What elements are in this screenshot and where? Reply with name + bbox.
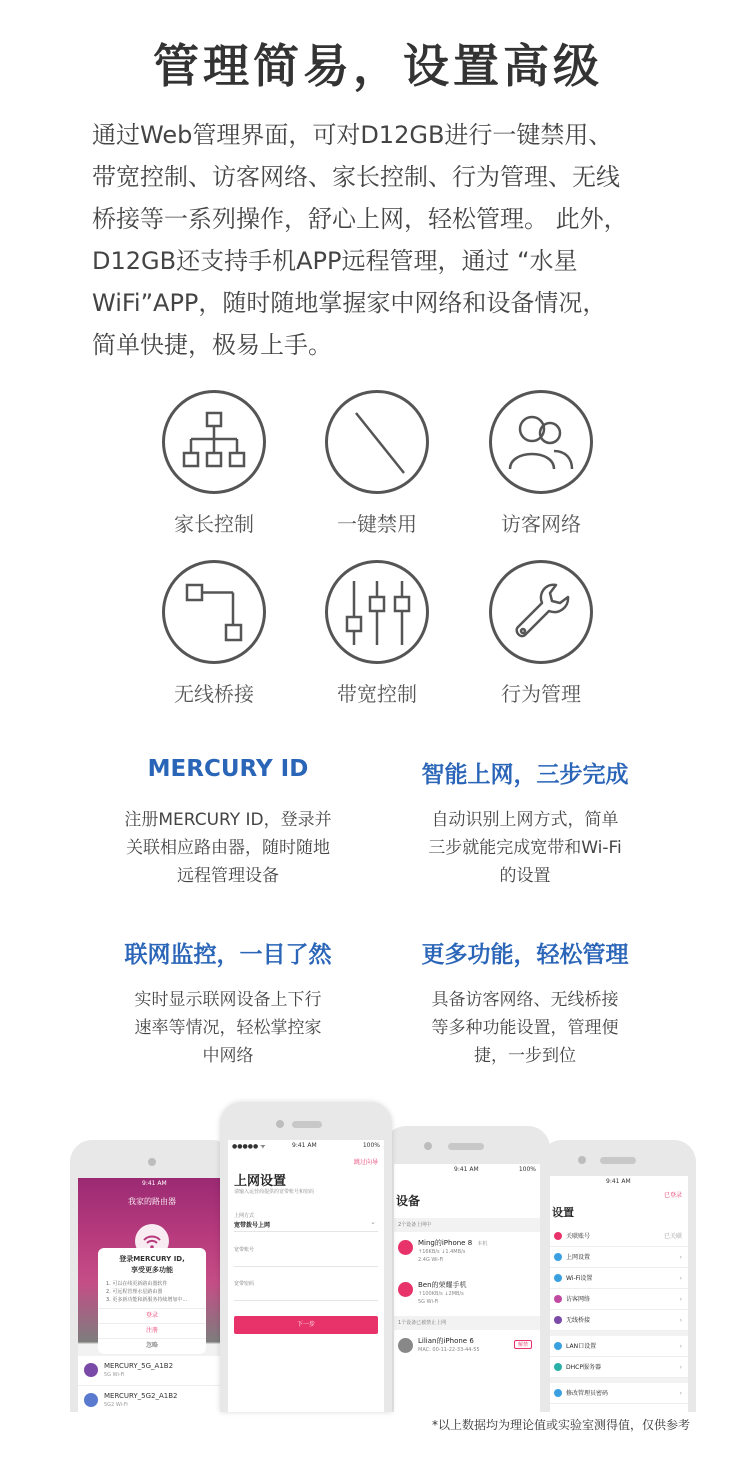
info-line: 具备访客网络、无线桥接 [431,990,619,1010]
phone-speaker [600,1157,636,1164]
register-button[interactable]: 注册 [98,1323,206,1338]
info-title-smart-setup: 智能上网，三步完成 [421,762,629,788]
list-item[interactable]: MERCURY_5G2_A1B2 5G2 Wi-Fi [78,1386,226,1412]
info-line: 实时显示联网设备上下行 [134,990,322,1010]
section-blocked: 1个设备已被禁止上网 [394,1316,540,1330]
connection-type-select[interactable]: 宽带拨号上网 [234,1222,271,1229]
settings-row[interactable]: Wi-Fi设置 › [550,1268,688,1289]
settings-row[interactable]: 修改管理员密码 › [550,1383,688,1404]
feature-label: 行为管理 [501,682,581,706]
apple-icon [398,1240,413,1255]
slash-icon [325,390,429,494]
feature-guest-network [471,390,611,537]
intro-line: 带宽控制、访客网络、家长控制、行为管理、无线 [92,163,620,191]
setup-title: 上网设置 [234,1174,287,1189]
field-label: 上网方式 [234,1213,255,1219]
settings-row[interactable]: LAN口设置 › [550,1336,688,1357]
phone-camera [578,1156,586,1164]
phone-mercury-id [70,1140,234,1412]
field-label: 宽带账号 [234,1247,255,1253]
phone-screen [78,1178,226,1412]
battery-level: 100% [362,1142,380,1149]
info-line: 自动识别上网方式，简单 [431,810,619,830]
info-line: 中网络 [202,1046,254,1066]
list-item[interactable]: Lilian的iPhone 6 MAC: 00-11-22-33-44-55 解禁 [394,1330,540,1370]
info-title-mercury-id: MERCURY ID [147,756,309,782]
phone-internet-setup [220,1102,392,1412]
phone-screen [394,1164,540,1412]
bridge-icon [162,560,266,664]
settings-row[interactable]: 无线桥接 › [550,1310,688,1331]
users-icon [489,390,593,494]
feature-bandwidth-control [307,560,447,707]
feature-label: 一键禁用 [337,512,417,536]
lan-icon [554,1342,562,1350]
phone-speaker [292,1121,322,1128]
info-title-monitoring: 联网监控，一目了然 [124,942,332,968]
router-icon [84,1363,98,1377]
router-icon [84,1393,98,1407]
info-line: 捷，一步到位 [474,1046,576,1066]
info-line: 远程管理设备 [177,866,279,886]
intro-line: 简单快捷，极易上手。 [92,331,332,359]
info-line: 速率等情况，轻松掌控家 [134,1018,322,1038]
feature-label: 访客网络 [501,512,581,536]
intro-paragraph [92,114,692,366]
info-desc-mercury-id [78,806,378,890]
status-time: 9:41 AM [606,1178,631,1185]
intro-line: WiFi”APP，随时随地掌握家中网络和设备情况， [92,289,607,317]
list-item[interactable]: Ben的荣耀手机 ↑100KB/s ↓2MB/s 5G Wi-Fi [394,1274,540,1314]
feature-label: 家长控制 [174,512,254,536]
login-button[interactable]: 登录 [98,1308,206,1323]
info-line: 关联相应路由器，随时随地 [126,838,330,858]
bridge-icon [554,1316,562,1324]
phone-screen [228,1140,384,1412]
account-input[interactable] [234,1266,378,1267]
phone-camera [276,1120,284,1128]
router-list [78,1356,226,1412]
info-title-more-features: 更多功能，轻松管理 [421,942,629,968]
guest-icon [554,1295,562,1303]
list-item[interactable]: MERCURY_5G_A1B2 5G Wi-Fi [78,1356,226,1386]
feature-label: 无线桥接 [174,682,254,706]
intro-line: D12GB还支持手机APP远程管理，通过 “水星 [92,247,578,275]
battery-level: 100% [518,1166,536,1173]
status-time: 9:41 AM [292,1142,317,1149]
section-online: 2个设备上网中 [394,1218,540,1232]
apple-icon [398,1338,413,1353]
phone-camera [148,1158,156,1166]
feature-behavior-management [471,560,611,707]
wrench-icon [489,560,593,664]
password-input[interactable] [234,1300,378,1301]
info-desc-more-features [375,986,675,1070]
info-line: 三步就能完成宽带和Wi-Fi [428,838,622,858]
status-signal: ●●●●● ᯤ [232,1143,266,1150]
feature-parental-control [144,390,284,537]
info-line: 等多种功能设置，管理便 [431,1018,619,1038]
unblock-button[interactable]: 解禁 [514,1340,532,1349]
phone-camera [424,1142,432,1150]
ignore-button[interactable]: 忽略 [98,1338,206,1353]
dhcp-icon [554,1363,562,1371]
login-modal: 登录MERCURY ID, 享受更多功能 1. 可以在线更新路由器软件 2. 可远程管理水星路由器 3. 更多新功能和新服务持续增加中... 登录 注册 忽略 [98,1248,206,1354]
status-time: 9:41 AM [454,1166,479,1173]
feature-label: 带宽控制 [337,682,417,706]
info-desc-monitoring [78,986,378,1070]
page-title: 管理简易，设置高级 [153,39,603,93]
settings-row[interactable]: 访客网络 › [550,1289,688,1310]
settings-row[interactable]: 关联账号 已关联 [550,1226,688,1247]
field-label: 宽带密码 [234,1281,255,1287]
hierarchy-icon [162,390,266,494]
password-icon [554,1389,562,1397]
list-item[interactable]: Ming的iPhone 8 本机 ↑16KB/s ↓1.4MB/s 2.4G Wi-Fi [394,1232,540,1272]
feature-wireless-bridge [144,560,284,707]
skip-wizard-link[interactable]: 跳过向导 [353,1159,378,1166]
wifi-icon [554,1274,562,1282]
info-desc-smart-setup [375,806,675,890]
settings-title: 设置 [552,1206,574,1219]
phone-devices [384,1126,550,1412]
settings-row[interactable]: DHCP服务器 › [550,1357,688,1378]
info-line: 注册MERCURY ID，登录并 [124,810,332,830]
intro-line: 桥接等一系列操作，舒心上网，轻松管理。 此外， [92,205,628,233]
devices-title: 设备 [396,1194,421,1208]
info-line: 的设置 [499,866,551,886]
internet-icon [554,1253,562,1261]
sliders-icon [325,560,429,664]
intro-line: 通过Web管理界面，可对D12GB进行一键禁用、 [92,121,613,149]
phone-speaker [448,1143,484,1150]
chevron-down-icon[interactable]: ⌄ [370,1218,376,1226]
settings-row[interactable]: 上网设置 › [550,1247,688,1268]
phone-settings [540,1140,696,1412]
logged-in-label[interactable]: 已登录 [663,1192,682,1199]
status-time: 9:41 AM [142,1180,167,1187]
feature-one-click-disable [307,390,447,537]
footnote: *以上数据均为理论值或实验室测得值，仅供参考 [431,1418,690,1432]
setup-subtitle: 请输入运营商提供的宽带账号和密码 [234,1189,315,1195]
next-button[interactable]: 下一步 [234,1316,378,1334]
account-icon [554,1232,562,1240]
phone-screen [550,1176,688,1412]
router-title: 我家的路由器 [128,1197,176,1206]
huawei-icon [398,1282,413,1297]
